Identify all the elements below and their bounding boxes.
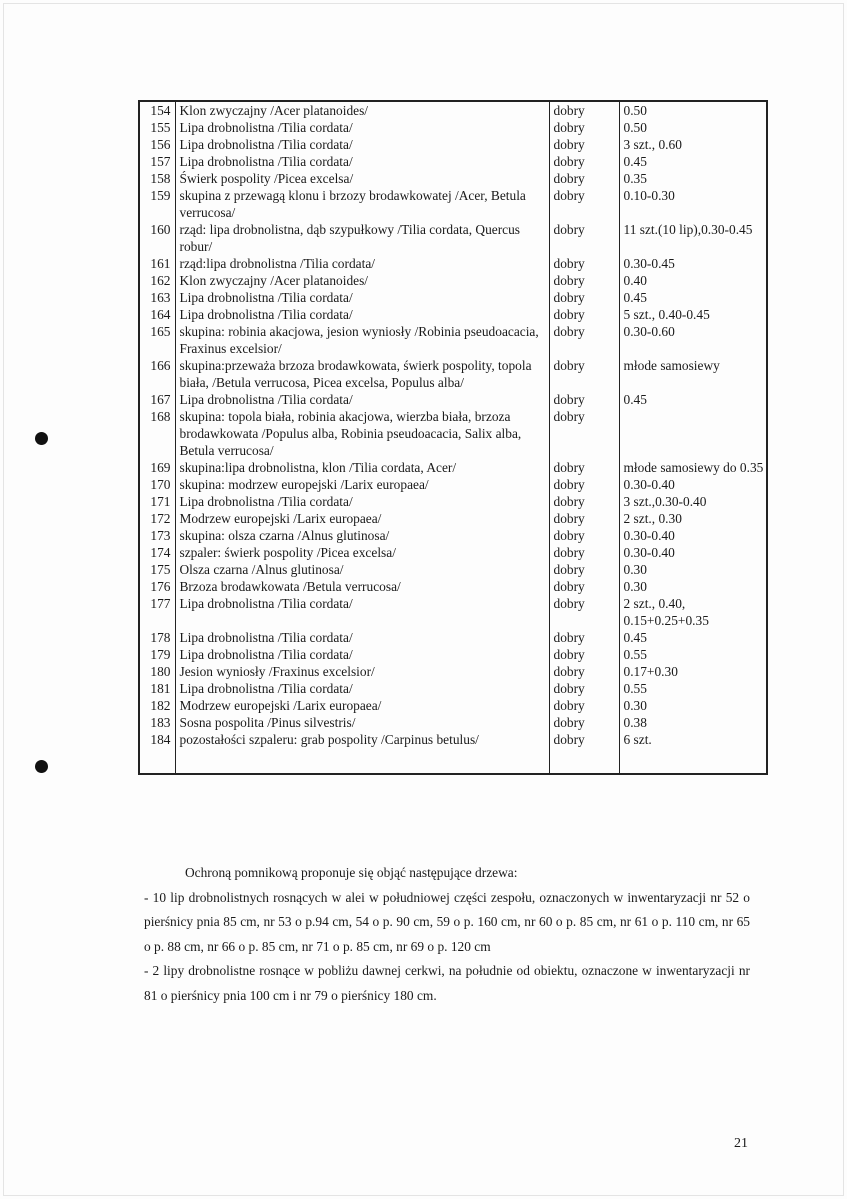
species-cell: Modrzew europejski /Larix europaea/ [175, 697, 549, 714]
condition-cell: dobry [549, 255, 619, 272]
size-cell: 0.30-0.45 [619, 255, 767, 272]
table-row [139, 255, 767, 272]
row-number: 171 [139, 493, 175, 510]
size-cell: 0.55 [619, 680, 767, 697]
condition-cell: dobry [549, 680, 619, 697]
size-cell: 0.30-0.60 [619, 323, 767, 357]
table-empty-row [139, 748, 767, 774]
table-row [139, 289, 767, 306]
condition-cell: dobry [549, 697, 619, 714]
row-number: 180 [139, 663, 175, 680]
condition-cell: dobry [549, 527, 619, 544]
condition-cell: dobry [549, 153, 619, 170]
size-cell: 0.17+0.30 [619, 663, 767, 680]
condition-cell: dobry [549, 629, 619, 646]
row-number: 182 [139, 697, 175, 714]
table-row [139, 680, 767, 697]
condition-cell: dobry [549, 459, 619, 476]
species-cell: pozostałości szpaleru: grab pospolity /Carpinus betulus/ [175, 731, 549, 748]
species-cell: Lipa drobnolistna /Tilia cordata/ [175, 595, 549, 629]
species-cell: Klon zwyczajny /Acer platanoides/ [175, 272, 549, 289]
row-number: 155 [139, 119, 175, 136]
row-number: 160 [139, 221, 175, 255]
table-row [139, 510, 767, 527]
species-cell: Lipa drobnolistna /Tilia cordata/ [175, 493, 549, 510]
row-number: 173 [139, 527, 175, 544]
species-cell: Lipa drobnolistna /Tilia cordata/ [175, 680, 549, 697]
intro-paragraph: Ochroną pomnikową proponuje się objąć następujące drzewa: [185, 865, 518, 880]
tree-inventory-table [138, 100, 768, 775]
table-row [139, 306, 767, 323]
species-cell: Lipa drobnolistna /Tilia cordata/ [175, 306, 549, 323]
size-cell: 0.55 [619, 646, 767, 663]
row-number: 178 [139, 629, 175, 646]
table-row [139, 697, 767, 714]
punch-hole [35, 432, 48, 445]
condition-cell: dobry [549, 101, 619, 119]
size-cell: młode samosiewy [619, 357, 767, 391]
condition-cell: dobry [549, 306, 619, 323]
row-number: 162 [139, 272, 175, 289]
row-number: 166 [139, 357, 175, 391]
empty-cell [549, 748, 619, 774]
table-row [139, 170, 767, 187]
species-cell: Lipa drobnolistna /Tilia cordata/ [175, 153, 549, 170]
species-cell: skupina:lipa drobnolistna, klon /Tilia cordata, Acer/ [175, 459, 549, 476]
table-row [139, 493, 767, 510]
table-row [139, 578, 767, 595]
species-cell: Jesion wyniosły /Fraxinus excelsior/ [175, 663, 549, 680]
species-cell: szpaler: świerk pospolity /Picea excelsa/ [175, 544, 549, 561]
table-row [139, 357, 767, 391]
condition-cell: dobry [549, 289, 619, 306]
table-row [139, 119, 767, 136]
size-cell: 0.30 [619, 697, 767, 714]
condition-cell: dobry [549, 476, 619, 493]
size-cell: 2 szt., 0.30 [619, 510, 767, 527]
species-cell: skupina: olsza czarna /Alnus glutinosa/ [175, 527, 549, 544]
size-cell: 0.30-0.40 [619, 476, 767, 493]
size-cell: 0.50 [619, 101, 767, 119]
table-row [139, 663, 767, 680]
row-number: 172 [139, 510, 175, 527]
table-row [139, 153, 767, 170]
size-cell: 0.35 [619, 170, 767, 187]
size-cell: 6 szt. [619, 731, 767, 748]
table-row [139, 136, 767, 153]
row-number: 158 [139, 170, 175, 187]
size-cell: młode samosiewy do 0.35 [619, 459, 767, 476]
size-cell: 0.45 [619, 629, 767, 646]
size-cell: 0.38 [619, 714, 767, 731]
size-cell: 2 szt., 0.40, 0.15+0.25+0.35 [619, 595, 767, 629]
condition-cell: dobry [549, 221, 619, 255]
condition-cell: dobry [549, 595, 619, 629]
species-cell: rząd:lipa drobnolistna /Tilia cordata/ [175, 255, 549, 272]
row-number: 157 [139, 153, 175, 170]
condition-cell: dobry [549, 272, 619, 289]
species-cell: Olsza czarna /Alnus glutinosa/ [175, 561, 549, 578]
table-row [139, 629, 767, 646]
species-cell: skupina: topola biała, robinia akacjowa, wierzba biała, brzoza brodawkowata /Populus alba, Robinia pseudoacacia, Salix alba, Betula verrucosa/ [175, 408, 549, 459]
row-number: 179 [139, 646, 175, 663]
species-cell: skupina: robinia akacjowa, jesion wyniosły /Robinia pseudoacacia, Fraxinus excelsior/ [175, 323, 549, 357]
size-cell: 3 szt.,0.30-0.40 [619, 493, 767, 510]
size-cell: 0.10-0.30 [619, 187, 767, 221]
row-number: 164 [139, 306, 175, 323]
condition-cell: dobry [549, 493, 619, 510]
condition-cell: dobry [549, 561, 619, 578]
table-row [139, 221, 767, 255]
condition-cell: dobry [549, 731, 619, 748]
species-cell: Świerk pospolity /Picea excelsa/ [175, 170, 549, 187]
condition-cell: dobry [549, 323, 619, 357]
row-number: 169 [139, 459, 175, 476]
row-number: 170 [139, 476, 175, 493]
condition-cell: dobry [549, 136, 619, 153]
table-row [139, 459, 767, 476]
empty-cell [139, 748, 175, 774]
table-row [139, 476, 767, 493]
row-number: 163 [139, 289, 175, 306]
species-cell: Lipa drobnolistna /Tilia cordata/ [175, 629, 549, 646]
condition-cell: dobry [549, 714, 619, 731]
size-cell: 5 szt., 0.40-0.45 [619, 306, 767, 323]
condition-cell: dobry [549, 578, 619, 595]
row-number: 159 [139, 187, 175, 221]
species-cell: skupina:przeważa brzoza brodawkowata, świerk pospolity, topola biała, /Betula verrucosa, Picea excelsa, Populus alba/ [175, 357, 549, 391]
species-cell: skupina: modrzew europejski /Larix europaea/ [175, 476, 549, 493]
monument-proposal-text [144, 861, 750, 1008]
size-cell [619, 408, 767, 459]
row-number: 183 [139, 714, 175, 731]
species-cell: Klon zwyczajny /Acer platanoides/ [175, 101, 549, 119]
species-cell: Brzoza brodawkowata /Betula verrucosa/ [175, 578, 549, 595]
table-row [139, 408, 767, 459]
condition-cell: dobry [549, 663, 619, 680]
size-cell: 3 szt., 0.60 [619, 136, 767, 153]
row-number: 175 [139, 561, 175, 578]
row-number: 184 [139, 731, 175, 748]
size-cell: 0.40 [619, 272, 767, 289]
species-cell: Lipa drobnolistna /Tilia cordata/ [175, 119, 549, 136]
page-number: 21 [734, 1136, 748, 1151]
proposal-item-1: - 10 lip drobnolistnych rosnących w alei w południowej części zespołu, oznaczonych w inwentaryzacji nr 52 o pierśnicy pnia 85 cm, nr 53 o p.94 cm, 54 o p. 90 cm, 59 o p. 160 cm, nr 60 o p. 85 cm, nr 61 o p. 110 cm, nr 65 o p. 88 cm, nr 66 o p. 85 cm, nr 71 o p. 85 cm, nr 69 o p. 120 cm [144, 889, 750, 954]
condition-cell: dobry [549, 408, 619, 459]
species-cell: Modrzew europejski /Larix europaea/ [175, 510, 549, 527]
row-number: 181 [139, 680, 175, 697]
empty-cell [175, 748, 549, 774]
condition-cell: dobry [549, 510, 619, 527]
row-number: 176 [139, 578, 175, 595]
table-row [139, 646, 767, 663]
table-row [139, 595, 767, 629]
condition-cell: dobry [549, 391, 619, 408]
table-row [139, 714, 767, 731]
condition-cell: dobry [549, 119, 619, 136]
proposal-item-2: - 2 lipy drobnolistne rosnące w pobliżu dawnej cerkwi, na południe od obiektu, oznaczone w inwentaryzacji nr 81 o pierśnicy pnia 100 cm i nr 79 o pierśnicy 180 cm. [144, 963, 750, 1003]
table-row [139, 272, 767, 289]
species-cell: rząd: lipa drobnolistna, dąb szypułkowy /Tilia cordata, Quercus robur/ [175, 221, 549, 255]
row-number: 167 [139, 391, 175, 408]
species-cell: Lipa drobnolistna /Tilia cordata/ [175, 391, 549, 408]
table-row [139, 187, 767, 221]
size-cell: 0.30 [619, 578, 767, 595]
table-row [139, 527, 767, 544]
size-cell: 0.50 [619, 119, 767, 136]
table-row [139, 101, 767, 119]
row-number: 174 [139, 544, 175, 561]
table-row [139, 391, 767, 408]
size-cell: 0.45 [619, 153, 767, 170]
size-cell: 0.45 [619, 391, 767, 408]
size-cell: 0.45 [619, 289, 767, 306]
species-cell: Lipa drobnolistna /Tilia cordata/ [175, 646, 549, 663]
condition-cell: dobry [549, 187, 619, 221]
size-cell: 0.30-0.40 [619, 527, 767, 544]
row-number: 154 [139, 101, 175, 119]
row-number: 168 [139, 408, 175, 459]
size-cell: 11 szt.(10 lip),0.30-0.45 [619, 221, 767, 255]
row-number: 165 [139, 323, 175, 357]
species-cell: Sosna pospolita /Pinus silvestris/ [175, 714, 549, 731]
table-row [139, 561, 767, 578]
row-number: 161 [139, 255, 175, 272]
row-number: 177 [139, 595, 175, 629]
empty-cell [619, 748, 767, 774]
species-cell: skupina z przewagą klonu i brzozy brodawkowatej /Acer, Betula verrucosa/ [175, 187, 549, 221]
size-cell: 0.30 [619, 561, 767, 578]
condition-cell: dobry [549, 170, 619, 187]
row-number: 156 [139, 136, 175, 153]
table-row [139, 544, 767, 561]
species-cell: Lipa drobnolistna /Tilia cordata/ [175, 136, 549, 153]
condition-cell: dobry [549, 646, 619, 663]
species-cell: Lipa drobnolistna /Tilia cordata/ [175, 289, 549, 306]
condition-cell: dobry [549, 544, 619, 561]
size-cell: 0.30-0.40 [619, 544, 767, 561]
table-row [139, 323, 767, 357]
condition-cell: dobry [549, 357, 619, 391]
punch-hole [35, 760, 48, 773]
table-row [139, 731, 767, 748]
